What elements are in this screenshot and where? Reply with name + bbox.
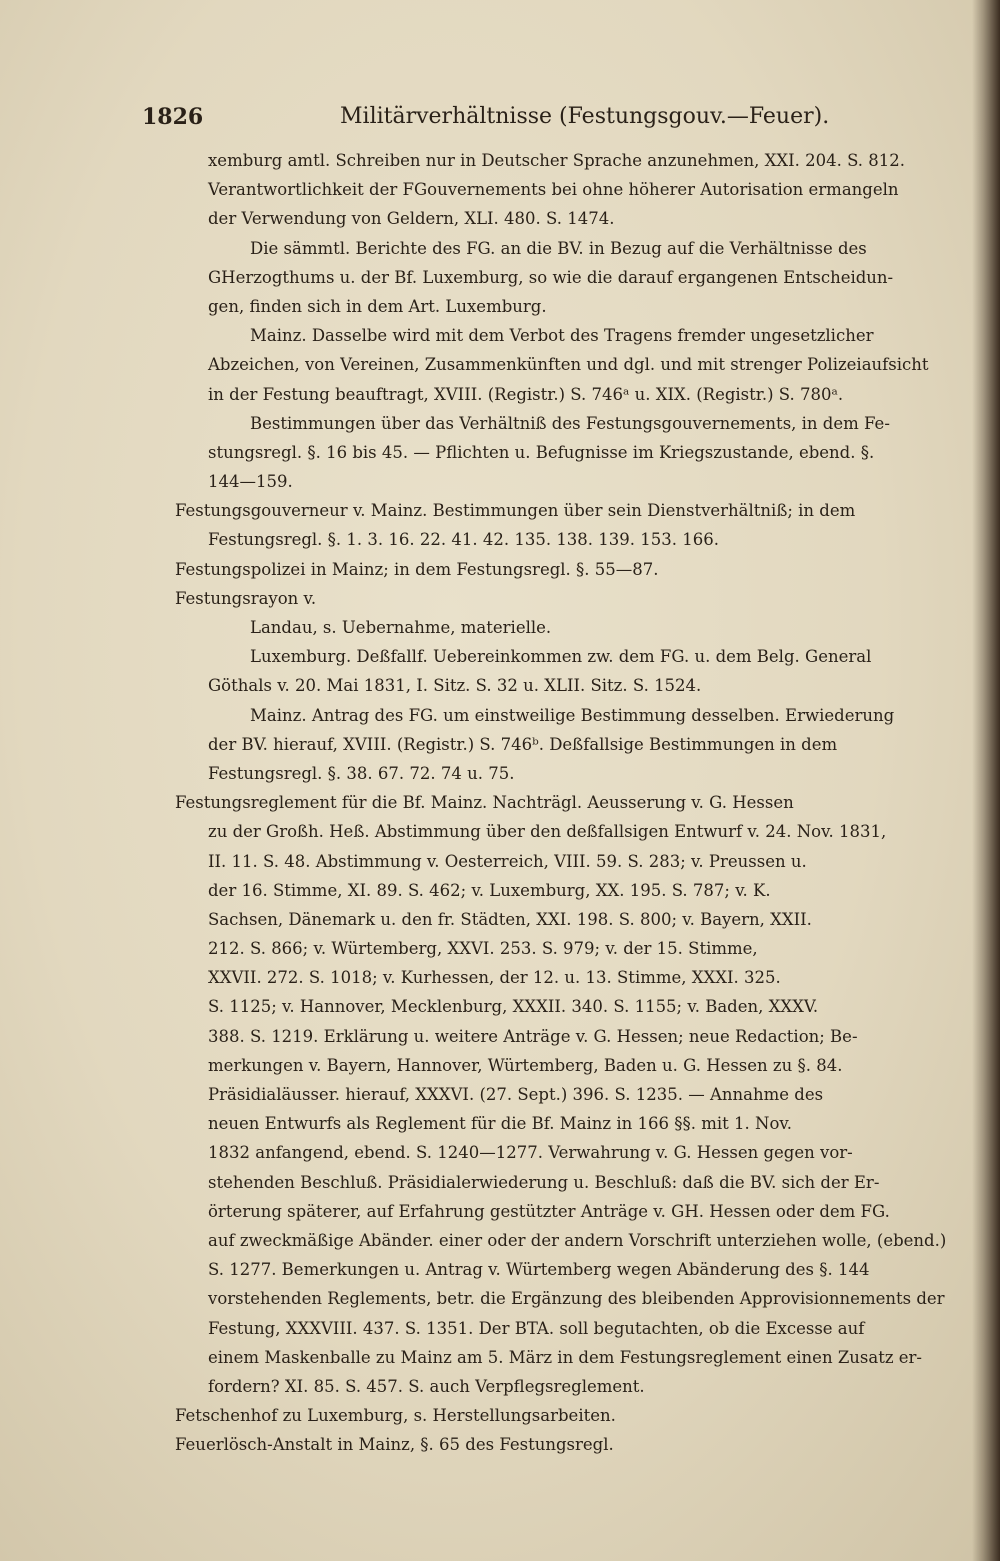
text-line: Mainz. Antrag des FG. um einstweilige Bestimmung desselben. Erwiederung <box>250 705 895 725</box>
text-line: II. 11. S. 48. Abstimmung v. Oesterreich, VIII. 59. S. 283; v. Preussen u. <box>208 851 807 871</box>
text-line: auf zweckmäßige Abänder. einer oder der andern Vorschrift unterziehen wolle, (ebend.) <box>208 1230 947 1250</box>
text-line: 388. S. 1219. Erklärung u. weitere Anträge v. G. Hessen; neue Redaction; Be- <box>208 1026 858 1046</box>
text-line: Festung, XXXVIII. 437. S. 1351. Der BTA. soll begutachten, ob die Excesse auf <box>208 1318 865 1338</box>
text-line: Landau, s. Uebernahme, materielle. <box>250 618 552 637</box>
index-entry: Festungspolizei in Mainz; in dem Festungsregl. §. 55—87. <box>175 559 659 579</box>
index-entry: Festungsreglement für die Bf. Mainz. Nachträgl. Aeusserung v. G. Hessen <box>175 793 794 813</box>
text-line: der BV. hierauf, XVIII. (Registr.) S. 746ᵇ. Deßfallsige Bestimmungen in dem <box>208 734 838 754</box>
text-line: XXVII. 272. S. 1018; v. Kurhessen, der 12. u. 13. Stimme, XXXI. 325. <box>208 968 781 988</box>
text-line: Göthals v. 20. Mai 1831, I. Sitz. S. 32 u. XLII. Sitz. S. 1524. <box>208 676 702 696</box>
text-line: örterung späterer, auf Erfahrung gestützter Anträge v. GH. Hessen oder dem FG. <box>208 1201 890 1221</box>
text-line: GHerzogthums u. der Bf. Luxemburg, so wie die darauf ergangenen Entscheidun- <box>208 267 894 287</box>
index-text <box>175 146 965 1459</box>
text-line: merkungen v. Bayern, Hannover, Würtemberg, Baden u. G. Hessen zu §. 84. <box>208 1055 843 1075</box>
page-header <box>142 100 922 134</box>
text-line: 144—159. <box>208 472 293 492</box>
text-line: in der Festung beauftragt, XVIII. (Registr.) S. 746ᵃ u. XIX. (Registr.) S. 780ᵃ. <box>208 384 844 404</box>
page-binding-shadow <box>972 0 1000 1561</box>
text-line: vorstehenden Reglements, betr. die Ergänzung des bleibenden Approvisionnements der <box>208 1289 945 1309</box>
text-line: Abzeichen, von Vereinen, Zusammenkünften und dgl. und mit strenger Polizeiaufsicht <box>208 355 929 375</box>
text-line: einem Maskenballe zu Mainz am 5. März in dem Festungsreglement einen Zusatz er- <box>208 1347 923 1367</box>
text-line: Mainz. Dasselbe wird mit dem Verbot des Tragens fremder ungesetzlicher <box>250 326 874 346</box>
text-line: S. 1277. Bemerkungen u. Antrag v. Würtemberg wegen Abänderung des §. 144 <box>208 1260 870 1280</box>
text-line: stehenden Beschluß. Präsidialerwiederung u. Beschluß: daß die BV. sich der Er- <box>208 1172 880 1192</box>
text-line: S. 1125; v. Hannover, Mecklenburg, XXXII. 340. S. 1155; v. Baden, XXXV. <box>208 997 819 1017</box>
text-line: zu der Großh. Heß. Abstimmung über den deßfallsigen Entwurf v. 24. Nov. 1831, <box>208 822 887 842</box>
text-line: fordern? XI. 85. S. 457. S. auch Verpflegsreglement. <box>208 1376 645 1396</box>
index-entry: Fetschenhof zu Luxemburg, s. Herstellungsarbeiten. <box>175 1406 616 1426</box>
running-head: Militärverhältnisse (Festungsgouv.—Feuer). <box>340 104 830 129</box>
page-number: 1826 <box>142 104 204 130</box>
text-line: 1832 anfangend, ebend. S. 1240—1277. Verwahrung v. G. Hessen gegen vor- <box>208 1143 853 1163</box>
text-line: Festungsregl. §. 1. 3. 16. 22. 41. 42. 135. 138. 139. 153. 166. <box>208 530 720 550</box>
index-entry: Festungsrayon v. <box>175 588 317 608</box>
index-entry: Feuerlösch-Anstalt in Mainz, §. 65 des Festungsregl. <box>175 1435 614 1455</box>
text-line: 212. S. 866; v. Würtemberg, XXVI. 253. S. 979; v. der 15. Stimme, <box>208 939 758 959</box>
index-entry: Festungsgouverneur v. Mainz. Bestimmungen über sein Dienstverhältniß; in dem <box>175 501 856 521</box>
text-line: Bestimmungen über das Verhältniß des Festungsgouvernements, in dem Fe- <box>250 413 890 433</box>
text-line: stungsregl. §. 16 bis 45. — Pflichten u. Befugnisse im Kriegszustande, ebend. §. <box>208 442 875 462</box>
text-line: xemburg amtl. Schreiben nur in Deutscher Sprache anzunehmen, XXI. 204. S. 812. <box>208 151 906 170</box>
text-line: gen, finden sich in dem Art. Luxemburg. <box>208 296 547 316</box>
text-line: Sachsen, Dänemark u. den fr. Städten, XXI. 198. S. 800; v. Bayern, XXII. <box>208 909 812 929</box>
text-line: Festungsregl. §. 38. 67. 72. 74 u. 75. <box>208 763 515 783</box>
text-line: der Verwendung von Geldern, XLI. 480. S. 1474. <box>208 209 615 229</box>
text-line: Verantwortlichkeit der FGouvernements bei ohne höherer Autorisation ermangeln <box>208 180 899 200</box>
text-line: Die sämmtl. Berichte des FG. an die BV. in Bezug auf die Verhältnisse des <box>250 238 867 258</box>
text-line: neuen Entwurfs als Reglement für die Bf. Mainz in 166 §§. mit 1. Nov. <box>208 1114 793 1134</box>
text-line: der 16. Stimme, XI. 89. S. 462; v. Luxemburg, XX. 195. S. 787; v. K. <box>208 880 771 900</box>
text-line: Präsidialäusser. hierauf, XXXVI. (27. Sept.) 396. S. 1235. — Annahme des <box>208 1085 824 1104</box>
text-line: Luxemburg. Deßfallf. Uebereinkommen zw. dem FG. u. dem Belg. General <box>250 647 872 667</box>
